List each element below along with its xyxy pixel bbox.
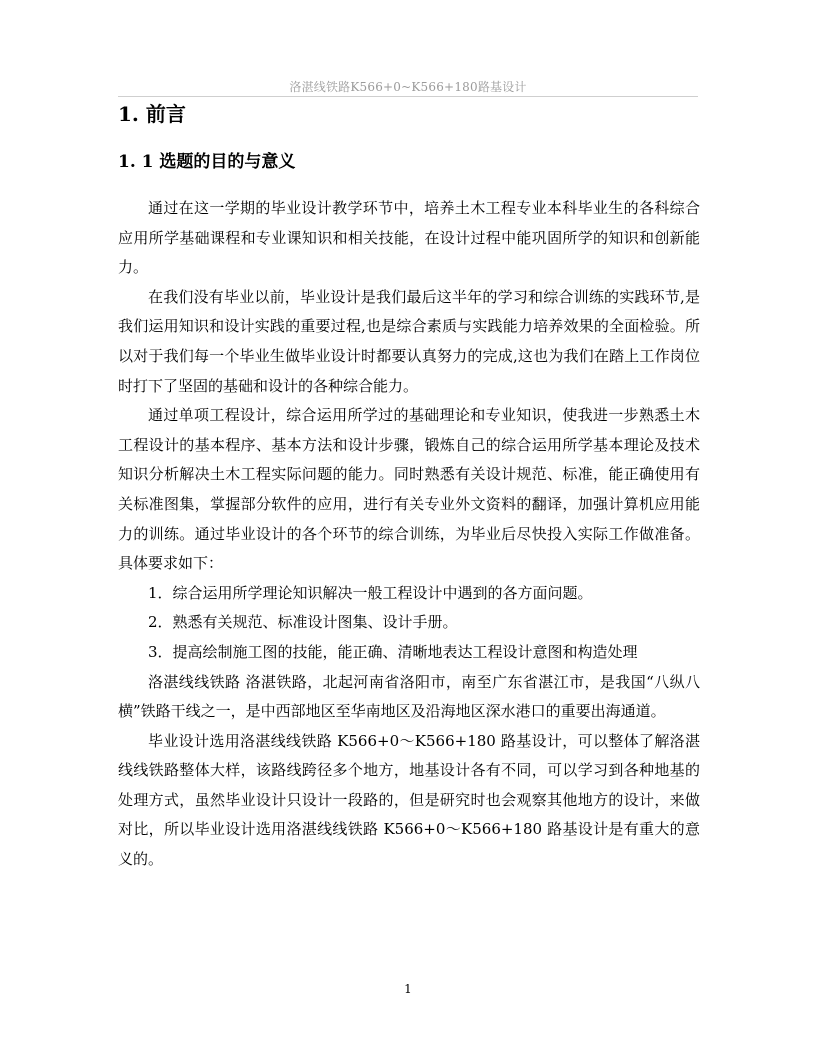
paragraph: 通过单项工程设计，综合运用所学过的基础理论和专业知识，使我进一步熟悉土木工程设计的基本程序、基本方法和设计步骤，锻炼自己的综合运用所学基本理论及技术知识分析解决土木工程实际问题的能力。同时熟悉有关设计规范、标准，能正确使用有关标准图集，掌握部分软件的应用，进行有关专业外文资料的翻译，加强计算机应用能力的训练。通过毕业设计的各个环节的综合训练，为毕业后尽快投入实际工作做准备。具体要求如下： bbox=[118, 406, 700, 573]
list-item: 3．提高绘制施工图的技能，能正确、清晰地表达工程设计意图和构造处理 bbox=[148, 642, 638, 661]
paragraph: 通过在这一学期的毕业设计教学环节中，培养土木工程专业本科毕业生的各科综合应用所学基础课程和专业课知识和相关技能，在设计过程中能巩固所学的知识和创新能力。 bbox=[118, 199, 700, 277]
chapter-heading: 1. 前言 bbox=[118, 102, 186, 126]
paragraph: 在我们没有毕业以前，毕业设计是我们最后这半年的学习和综合训练的实践环节,是我们运用知识和设计实践的重要过程,也是综合素质与实践能力培养效果的全面检验。所以对于我们每一个毕业生做毕业设计时都要认真努力的完成,这也为我们在踏上工作岗位时打下了坚固的基础和设计的各种综合能力。 bbox=[118, 287, 700, 395]
paragraph: 洛湛线线铁路 洛湛铁路，北起河南省洛阳市，南至广东省湛江市，是我国“八纵八横”铁路干线之一，是中西部地区至华南地区及沿海地区深水港口的重要出海通道。 bbox=[118, 672, 700, 721]
body-text bbox=[118, 194, 700, 875]
paragraph: 毕业设计选用洛湛线线铁路 K566+0～K566+180 路基设计，可以整体了解洛湛线线铁路整体大样，该路线跨径多个地方，地基设计各有不同，可以学习到各种地基的处理方式，虽然毕业设计只设计一段路的，但是研究时也会观察其他地方的设计，来做对比，所以毕业设计选用洛湛线线铁路 K566+0～K566+180 路基设计是有重大的意义的。 bbox=[118, 731, 700, 869]
header-divider bbox=[118, 96, 698, 97]
page-number: 1 bbox=[404, 982, 412, 996]
section-heading: 1. 1 选题的目的与意义 bbox=[118, 152, 296, 172]
list-item: 1．综合运用所学理论知识解决一般工程设计中遇到的各方面问题。 bbox=[148, 583, 593, 602]
running-header: 洛湛线铁路K566+0~K566+180路基设计 bbox=[289, 80, 527, 94]
list-item: 2．熟悉有关规范、标准设计图集、设计手册。 bbox=[148, 613, 458, 632]
